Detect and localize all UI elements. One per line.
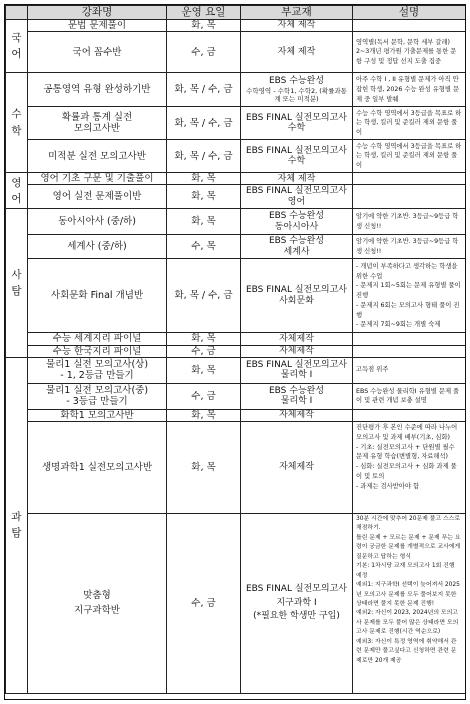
- description: 영역별(독서 문학, 문학 세부 갈래) 2~3개년 평가원 기출문제를 통한 문항 구성 및 정답 선지 도출 집중: [353, 32, 466, 73]
- description: 수능 수학 영역에서 3등급을 목표로 하는 학생, 킬러 및 준킬러 제외 문항 풀이: [353, 107, 466, 140]
- description: 수능 수학 영역에서 3등급을 목표로 하는 학생, 킬러 및 준킬러 제외 문항 풀이: [353, 140, 466, 173]
- section-english: 영 어: [6, 173, 28, 209]
- textbook: EBS 수능완성 세계사: [241, 235, 353, 259]
- table-row: [6, 20, 466, 32]
- course-name: 수능 세계지리 파이널: [28, 333, 167, 345]
- course-name: 화학1 모의고사반: [28, 409, 167, 421]
- schedule: 화, 목: [167, 333, 241, 345]
- table-row: [6, 32, 466, 73]
- textbook: EBS 수능완성 물리학 I: [241, 383, 353, 409]
- schedule: 수, 금: [167, 32, 241, 73]
- schedule: 화, 목 / 수, 금: [167, 107, 241, 140]
- course-name: 공통영역 유형 완성하기반: [28, 73, 167, 107]
- schedule: 수, 금: [167, 383, 241, 409]
- textbook-header: 부교재: [241, 6, 353, 20]
- section-header: [6, 6, 28, 20]
- table-row: [6, 422, 466, 514]
- table-row: [6, 185, 466, 209]
- course-table: [5, 5, 466, 694]
- course-name: 물리1 실전 모의고사(중) - 3등급 만들기: [28, 383, 167, 409]
- course-name: 확률과 통계 실전 모의고사반: [28, 107, 167, 140]
- course-table-frame: [4, 4, 466, 700]
- schedule: 화, 목: [167, 185, 241, 209]
- table-row: [6, 259, 466, 333]
- table-row: [6, 409, 466, 421]
- description: 아주 수학 I , II 유형별 문제가 아직 안 잡힌 학생, 2026 수능 완성 유형별 문제 중 일부 발췌: [353, 73, 466, 107]
- course-name: 동아시아사 (중/하): [28, 209, 167, 235]
- textbook: EBS 수능완성 동아시아사: [241, 209, 353, 235]
- table-row: [6, 173, 466, 185]
- description: [353, 409, 466, 421]
- course-name: 세계사 (중/하): [28, 235, 167, 259]
- schedule: 화, 목: [167, 173, 241, 185]
- textbook: EBS FINAL 실전모의고사 사회문화: [241, 259, 353, 333]
- textbook: 자체제작: [241, 345, 353, 357]
- textbook: EBS FINAL 실전모의고사 물리학 I: [241, 357, 353, 383]
- schedule-header: 운영 요일: [167, 6, 241, 20]
- description: [353, 173, 466, 185]
- description: 암기에 약한 기초반. 3등급~9등급 학생 신청!!: [353, 235, 466, 259]
- course-name: 문법 문제풀이: [28, 20, 167, 32]
- header-row: [6, 6, 466, 20]
- course-name: 사회문화 Final 개념반: [28, 259, 167, 333]
- section-math: 수 학: [6, 73, 28, 173]
- textbook-note: 수학영역 - 수학1, 수학2, (확률과통계 또는 미적분): [246, 86, 347, 103]
- schedule: 화, 목: [167, 20, 241, 32]
- section-science: 과 탐: [6, 357, 28, 693]
- table-row: [6, 333, 466, 345]
- course-name: 미적분 실전 모의고사반: [28, 140, 167, 173]
- textbook: 자체 제작: [241, 173, 353, 185]
- textbook: [241, 73, 353, 107]
- table-row: [6, 514, 466, 694]
- table-row: [6, 209, 466, 235]
- course-name: 영어 실전 문제풀이반: [28, 185, 167, 209]
- schedule: 수, 금: [167, 514, 241, 694]
- schedule: 화, 목: [167, 422, 241, 514]
- textbook-title: EBS 수능완성: [268, 76, 325, 87]
- textbook: 자체 제작: [241, 20, 353, 32]
- table-row: [6, 357, 466, 383]
- description: EBS 수능완성 물리학I 유형별 문제 풀이 및 관련 개념 보충 설명: [353, 383, 466, 409]
- schedule: 화, 목: [167, 209, 241, 235]
- table-row: [6, 345, 466, 357]
- description: 암기에 약한 기초반. 3등급~9등급 학생 신청!!: [353, 209, 466, 235]
- textbook: 자체제작: [241, 333, 353, 345]
- textbook: EBS FINAL 실전모의고사 지구과학 I (*필요한 학생만 구입): [241, 514, 353, 694]
- textbook: EBS FINAL 실전모의고사 수학: [241, 107, 353, 140]
- textbook: 자체제작: [241, 422, 353, 514]
- course-name: 수능 한국지리 파이널: [28, 345, 167, 357]
- section-korean: 국 어: [6, 20, 28, 73]
- course-name: 국어 꼼수반: [28, 32, 167, 73]
- table-row: [6, 383, 466, 409]
- schedule: 수, 금: [167, 345, 241, 357]
- description: [353, 345, 466, 357]
- schedule: 화, 목: [167, 409, 241, 421]
- schedule: 화, 목 / 수, 금: [167, 140, 241, 173]
- table-row: [6, 140, 466, 173]
- schedule: 화, 목 / 수, 금: [167, 259, 241, 333]
- schedule: 화, 목 / 수, 금: [167, 73, 241, 107]
- course-name: 영어 기초 구문 및 기출풀이: [28, 173, 167, 185]
- description: 30분 시간에 맞추어 20문제 풀고 스스로 채점하기. 틀린 문제 + 모르는 문제 + 문제 푸는 요령이 궁금한 문제를 개별적으로 교사에게 질문하고 답하는 형식 기본: 1차시당 교재 모의고사 1회 진행 예정 예외1: 지구과학I 선택이 늦어져서 2025년 모의고사 문제를 모두 풀어보지 못한 상태라면 풀지 못한 문제 진행! 예외2: 자신이 2023, 2024년의 모의고사 문제를 모두 풀어 많은 상태라면 모의고사 문제로 진행(시간 역순으로) 예외3: 자신이 특정 영역에 취약해서 관련 문제만 풀고싶다고 신청하면 관련 문제로만 20개 제공: [353, 514, 466, 694]
- description: [353, 20, 466, 32]
- textbook: 자체 제작: [241, 32, 353, 73]
- textbook: EBS FINAL 실전모의고사 영어: [241, 185, 353, 209]
- description: [353, 185, 466, 209]
- textbook: EBS FINAL 실전모의고사 수학: [241, 140, 353, 173]
- schedule: 화, 목: [167, 357, 241, 383]
- description-header: 설명: [353, 6, 466, 20]
- description: 진단평가 후 본인 수준에 따라 나누어 모의고사 및 과제 배부(기초, 심화) - 기초: 실전모의고사 + 단원별 필수 문제 유형 학습(변별형, 자료해석) - 심화: 실전모의고사 + 심화 과제 풀이 및 토의 - 과제는 검사받아야 함: [353, 422, 466, 514]
- table-row: [6, 235, 466, 259]
- table-row: [6, 73, 466, 107]
- description: 고득점 위주: [353, 357, 466, 383]
- description: - 개념이 부족하다고 생각하는 학생을 위한 수업 - 문제지 1회~5회는 문제 유형별 풀이 진행 - 문제지 6회는 모의고사 형태 풀이 진행 - 문제지 7회~9회는 개별 숙제: [353, 259, 466, 333]
- table-row: [6, 107, 466, 140]
- textbook: 자체제작: [241, 409, 353, 421]
- course-header: 강좌명: [28, 6, 167, 20]
- course-name: 생명과학1 실전모의고사반: [28, 422, 167, 514]
- description: [353, 333, 466, 345]
- section-social: 사 탐: [6, 209, 28, 357]
- schedule: 수, 목: [167, 235, 241, 259]
- course-name: 물리1 실전 모의고사(상) - 1, 2등급 만들기: [28, 357, 167, 383]
- course-name: 맞춤형 지구과학반: [28, 514, 167, 694]
